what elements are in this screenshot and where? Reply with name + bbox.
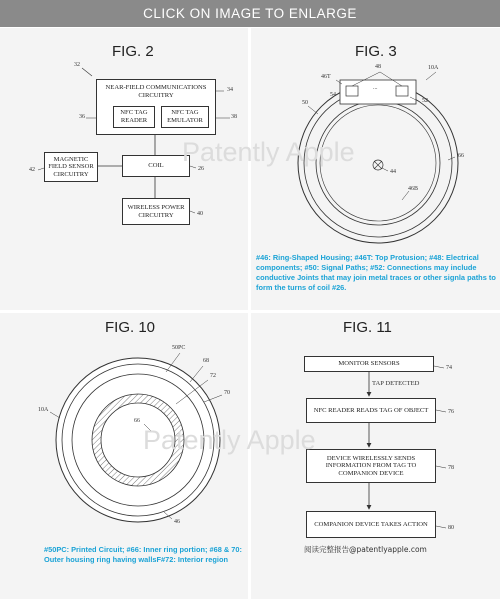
- nfc-circuitry-box: NEAR-FIELD COMMUNICATIONS CIRCUITRY: [96, 79, 216, 135]
- fig10-ref-10a: 10A: [38, 407, 49, 413]
- fig11-title: FIG. 11: [343, 319, 392, 336]
- fig10-caption: #50PC: Printed Circuit; #66: Inner ring portion; #68 & 70: Outer housing ring having wallsF#72: Interior region: [44, 545, 242, 564]
- fig3-dots: ...: [373, 85, 378, 91]
- enlarge-banner[interactable]: CLICK ON IMAGE TO ENLARGE: [0, 0, 500, 27]
- fig10-ref-66: 66: [134, 418, 140, 424]
- fig10-ref-72: 72: [210, 373, 216, 379]
- device-sends-ref: 78: [448, 465, 454, 471]
- nfc-tag-emulator-ref: 38: [231, 114, 237, 120]
- nfc-tag-reader-ref: 36: [79, 114, 85, 120]
- fig3-ref-48: 48: [375, 64, 381, 70]
- fig10-title: FIG. 10: [105, 319, 156, 336]
- wireless-power-box: WIRELESS POWER CIRCUITRY: [122, 198, 190, 225]
- fig2-ref-main: 32: [74, 62, 80, 68]
- fig10-ref-68: 68: [203, 358, 209, 364]
- monitor-sensors-ref: 74: [446, 365, 452, 371]
- fig10-ref-70: 70: [224, 390, 230, 396]
- watermark-bottom: Patently Apple: [143, 425, 316, 455]
- magnetic-sensor-box: MAGNETIC FIELD SENSOR CIRCUITRY: [44, 152, 98, 182]
- coil-box: COIL: [122, 155, 190, 177]
- companion-action-ref: 80: [448, 525, 454, 531]
- fig3-ref-50: 50: [302, 100, 308, 106]
- nfc-tag-emulator-box: NFC TAG EMULATOR: [161, 106, 209, 128]
- footer-source: 阅读完整报告@patentlyapple.com: [304, 545, 427, 554]
- fig3-ref-52: 52: [422, 98, 428, 104]
- fig3-title: FIG. 3: [355, 43, 397, 60]
- fig3-ref-54: 54: [330, 92, 336, 98]
- coil-ref: 26: [198, 166, 204, 172]
- fig3-ref-10a: 10A: [428, 65, 439, 71]
- device-sends-step: DEVICE WIRELESSLY SENDS INFORMATION FROM TAG TO COMPANION DEVICE: [306, 449, 436, 483]
- fig3-ref-46b: 46B: [408, 186, 419, 192]
- nfc-circuitry-ref: 34: [227, 87, 233, 93]
- fig3-caption: #46: Ring-Shaped Housing; #46T: Top Protusion; #48: Electrical components; #50: Signal Paths; #52: Connections may include conductive Joints that may join metal traces or other signla paths to form the turns of coil #26.: [256, 253, 496, 292]
- fig10-ref-50pc: 50PC: [172, 345, 186, 351]
- watermark-top: Patently Apple: [182, 137, 355, 167]
- companion-action-step: COMPANION DEVICE TAKES ACTION: [306, 511, 436, 538]
- nfc-reader-ref: 76: [448, 409, 454, 415]
- fig3-ref-46t: 46T: [321, 74, 331, 80]
- fig2-title: FIG. 2: [112, 43, 154, 60]
- fig10-ref-46: 46: [174, 519, 180, 525]
- nfc-reader-step: NFC READER READS TAG OF OBJECT: [306, 398, 436, 423]
- fig3-ref-66: 66: [458, 153, 464, 159]
- magnetic-sensor-ref: 42: [29, 167, 35, 173]
- tap-detected-label: TAP DETECTED: [372, 380, 420, 387]
- monitor-sensors-step: MONITOR SENSORS: [304, 356, 434, 372]
- wireless-power-ref: 40: [197, 211, 203, 217]
- nfc-tag-reader-box: NFC TAG READER: [113, 106, 155, 128]
- fig3-ref-44: 44: [390, 169, 396, 175]
